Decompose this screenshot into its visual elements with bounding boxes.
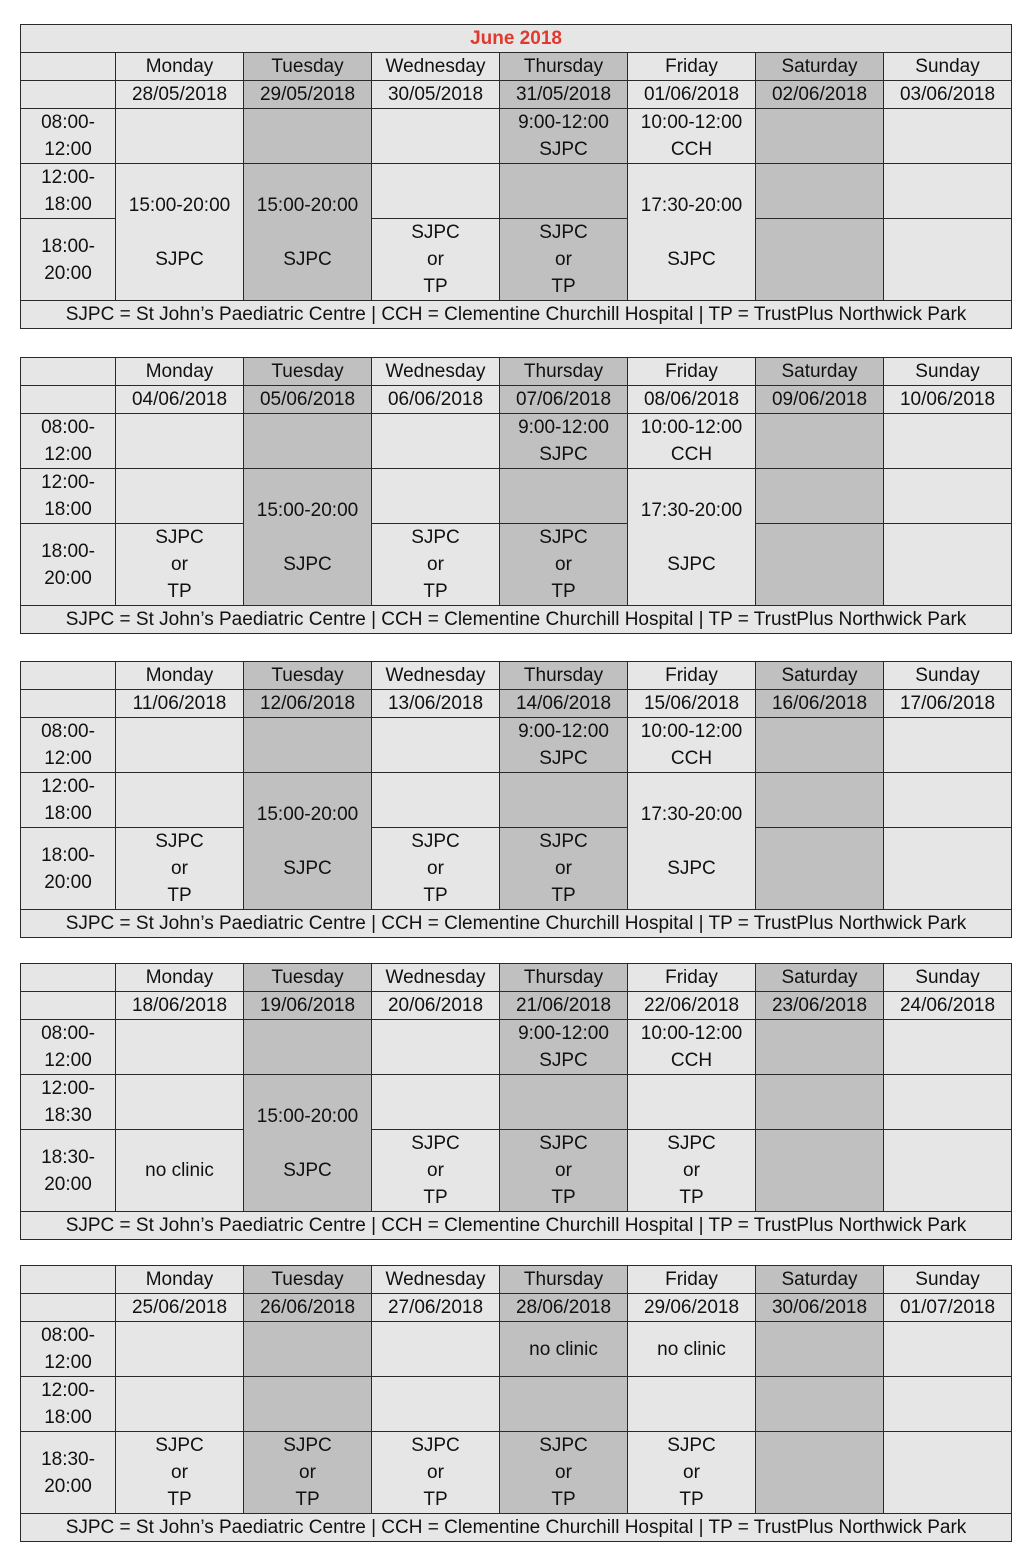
date-cell: 23/06/2018 [756,992,884,1020]
schedule-cell [116,1322,244,1377]
time-row [21,164,1012,219]
week-table-1 [20,24,1012,329]
schedule-cell [884,219,1012,301]
schedule-cell: SJPC or TP [500,1432,628,1514]
schedule-cell [756,414,884,469]
time-slot-label: 12:00- 18:00 [21,1377,116,1432]
schedule-cell: 10:00-12:00 CCH [628,414,756,469]
schedule-cell [244,414,372,469]
legend-row [21,1514,1012,1542]
date-cell: 11/06/2018 [116,690,244,718]
corner-cell [21,1266,116,1294]
time-slot-label: 18:00- 20:00 [21,828,116,910]
schedule-cell: 10:00-12:00 CCH [628,1020,756,1075]
day-name-thu: Thursday [500,53,628,81]
schedule-cell [884,414,1012,469]
schedule-cell [756,524,884,606]
day-name-mon: Monday [116,358,244,386]
schedule-cell: SJPC or TP [372,1130,500,1212]
schedule-cell [756,1432,884,1514]
date-cell: 29/05/2018 [244,81,372,109]
date-cell: 24/06/2018 [884,992,1012,1020]
schedule-cell [372,1322,500,1377]
date-cell: 27/06/2018 [372,1294,500,1322]
day-name-sun: Sunday [884,1266,1012,1294]
time-slot-label: 08:00- 12:00 [21,1020,116,1075]
week-table-3 [20,661,1012,938]
time-row [21,524,1012,606]
schedule-cell [244,1377,372,1432]
schedule-cell: no clinic [116,1130,244,1212]
day-name-mon: Monday [116,53,244,81]
day-name-sun: Sunday [884,358,1012,386]
schedule-cell: SJPC or TP [372,524,500,606]
time-slot-label: 12:00- 18:00 [21,164,116,219]
schedule-cell: 9:00-12:00 SJPC [500,109,628,164]
date-cell: 14/06/2018 [500,690,628,718]
legend-text: SJPC = St John’s Paediatric Centre | CCH = Clementine Churchill Hospital | TP = TrustPlus Northwick Park [21,1514,1012,1542]
schedule-cell: 17:30-20:00 SJPC [628,469,756,606]
time-slot-label: 08:00- 12:00 [21,718,116,773]
date-row [21,81,1012,109]
date-cell: 18/06/2018 [116,992,244,1020]
date-cell: 17/06/2018 [884,690,1012,718]
day-name-thu: Thursday [500,964,628,992]
schedule-cell: SJPC or TP [500,219,628,301]
date-cell: 12/06/2018 [244,690,372,718]
day-name-tue: Tuesday [244,53,372,81]
time-slot-label: 18:30- 20:00 [21,1130,116,1212]
date-cell: 13/06/2018 [372,690,500,718]
corner-cell [21,81,116,109]
month-title: June 2018 [21,25,1012,53]
time-row [21,1377,1012,1432]
time-row [21,1020,1012,1075]
schedule-cell [372,469,500,524]
legend-row [21,301,1012,329]
schedule-cell: 15:00-20:00 SJPC [244,469,372,606]
date-cell: 25/06/2018 [116,1294,244,1322]
time-slot-label: 18:00- 20:00 [21,524,116,606]
day-name-thu: Thursday [500,662,628,690]
time-row [21,1432,1012,1514]
time-row [21,1322,1012,1377]
date-row [21,690,1012,718]
day-name-thu: Thursday [500,358,628,386]
schedule-cell [116,469,244,524]
day-name-fri: Friday [628,662,756,690]
schedule-cell: 15:00-20:00 SJPC [116,164,244,301]
day-name-tue: Tuesday [244,964,372,992]
schedule-cell [884,469,1012,524]
schedule-cell [116,1020,244,1075]
schedule-cell: 17:30-20:00 SJPC [628,773,756,910]
date-cell: 02/06/2018 [756,81,884,109]
schedule-cell [884,1432,1012,1514]
schedule-cell [756,773,884,828]
schedule-cell: 17:30-20:00 SJPC [628,164,756,301]
time-slot-label: 12:00- 18:00 [21,469,116,524]
date-cell: 03/06/2018 [884,81,1012,109]
schedule-cell [756,219,884,301]
day-header-row [21,1266,1012,1294]
corner-cell [21,690,116,718]
schedule-cell [372,773,500,828]
schedule-cell [116,1075,244,1130]
date-cell: 05/06/2018 [244,386,372,414]
time-row [21,828,1012,910]
legend-text: SJPC = St John’s Paediatric Centre | CCH = Clementine Churchill Hospital | TP = TrustPlus Northwick Park [21,910,1012,938]
date-cell: 06/06/2018 [372,386,500,414]
schedule-cell [372,718,500,773]
schedule-cell [372,1020,500,1075]
time-row [21,414,1012,469]
date-cell: 31/05/2018 [500,81,628,109]
schedule-cell: SJPC or TP [116,524,244,606]
date-row [21,386,1012,414]
schedule-cell [884,524,1012,606]
corner-cell [21,992,116,1020]
week-table-4 [20,963,1012,1240]
day-name-sun: Sunday [884,964,1012,992]
schedule-cell [756,718,884,773]
schedule-cell [884,109,1012,164]
schedule-cell [500,164,628,219]
schedule-cell [244,1020,372,1075]
schedule-cell [756,469,884,524]
schedule-cell [756,1075,884,1130]
time-row [21,109,1012,164]
legend-row [21,1212,1012,1240]
schedule-cell [372,109,500,164]
schedule-cell: SJPC or TP [372,828,500,910]
time-slot-label: 12:00- 18:00 [21,773,116,828]
day-name-tue: Tuesday [244,358,372,386]
day-name-sat: Saturday [756,1266,884,1294]
corner-cell [21,386,116,414]
date-cell: 08/06/2018 [628,386,756,414]
schedule-cell [244,109,372,164]
day-name-fri: Friday [628,53,756,81]
date-row [21,1294,1012,1322]
schedule-cell: SJPC or TP [628,1130,756,1212]
schedule-cell: SJPC or TP [116,828,244,910]
day-header-row [21,358,1012,386]
day-name-mon: Monday [116,1266,244,1294]
date-cell: 04/06/2018 [116,386,244,414]
schedule-cell: 9:00-12:00 SJPC [500,414,628,469]
schedule-cell [116,718,244,773]
day-name-mon: Monday [116,964,244,992]
schedule-cell [756,828,884,910]
schedule-cell: SJPC or TP [244,1432,372,1514]
date-cell: 22/06/2018 [628,992,756,1020]
day-header-row [21,964,1012,992]
date-cell: 16/06/2018 [756,690,884,718]
date-cell: 07/06/2018 [500,386,628,414]
time-row [21,773,1012,828]
corner-cell [21,964,116,992]
schedule-cell [756,1322,884,1377]
schedule-cell: SJPC or TP [372,219,500,301]
date-cell: 09/06/2018 [756,386,884,414]
day-name-wed: Wednesday [372,53,500,81]
schedule-cell: 10:00-12:00 CCH [628,109,756,164]
schedule-cell [756,164,884,219]
day-name-wed: Wednesday [372,1266,500,1294]
schedule-cell [884,1130,1012,1212]
day-name-tue: Tuesday [244,662,372,690]
schedule-cell [244,1322,372,1377]
day-name-tue: Tuesday [244,1266,372,1294]
schedule-cell [500,773,628,828]
schedule-cell [756,1130,884,1212]
time-slot-label: 18:00- 20:00 [21,219,116,301]
day-name-fri: Friday [628,1266,756,1294]
schedule-cell: 9:00-12:00 SJPC [500,1020,628,1075]
time-slot-label: 18:30- 20:00 [21,1432,116,1514]
schedule-cell: SJPC or TP [500,828,628,910]
schedule-cell [244,718,372,773]
week-table-2 [20,357,1012,634]
week-table-5 [20,1265,1012,1542]
time-row [21,1075,1012,1130]
schedule-cell [884,773,1012,828]
day-name-wed: Wednesday [372,662,500,690]
day-name-sun: Sunday [884,53,1012,81]
legend-row [21,606,1012,634]
day-name-sat: Saturday [756,964,884,992]
legend-text: SJPC = St John’s Paediatric Centre | CCH = Clementine Churchill Hospital | TP = TrustPlus Northwick Park [21,1212,1012,1240]
schedule-cell: SJPC or TP [500,1130,628,1212]
schedule-cell: no clinic [628,1322,756,1377]
schedule-cell [628,1075,756,1130]
corner-cell [21,358,116,386]
date-cell: 15/06/2018 [628,690,756,718]
time-row [21,1130,1012,1212]
schedule-cell [884,1322,1012,1377]
schedule-cell [500,1377,628,1432]
day-name-sat: Saturday [756,53,884,81]
schedule-cell [756,1020,884,1075]
schedule-cell: 15:00-20:00 SJPC [244,164,372,301]
title-row [21,25,1012,53]
date-cell: 20/06/2018 [372,992,500,1020]
date-cell: 01/06/2018 [628,81,756,109]
date-cell: 21/06/2018 [500,992,628,1020]
schedule-cell: SJPC or TP [500,524,628,606]
legend-text: SJPC = St John’s Paediatric Centre | CCH = Clementine Churchill Hospital | TP = TrustPlus Northwick Park [21,606,1012,634]
time-row [21,469,1012,524]
date-cell: 19/06/2018 [244,992,372,1020]
date-cell: 29/06/2018 [628,1294,756,1322]
schedule-cell [116,773,244,828]
date-row [21,992,1012,1020]
schedule-cell [372,1075,500,1130]
date-cell: 28/05/2018 [116,81,244,109]
schedule-cell [372,414,500,469]
time-slot-label: 08:00- 12:00 [21,414,116,469]
date-cell: 30/05/2018 [372,81,500,109]
time-slot-label: 08:00- 12:00 [21,109,116,164]
corner-cell [21,1294,116,1322]
date-cell: 01/07/2018 [884,1294,1012,1322]
date-cell: 10/06/2018 [884,386,1012,414]
schedule-cell [884,1377,1012,1432]
day-name-fri: Friday [628,358,756,386]
day-name-mon: Monday [116,662,244,690]
schedule-cell [628,1377,756,1432]
day-name-thu: Thursday [500,1266,628,1294]
day-name-sun: Sunday [884,662,1012,690]
schedule-cell: 15:00-20:00 SJPC [244,773,372,910]
time-slot-label: 12:00- 18:30 [21,1075,116,1130]
schedule-cell: 10:00-12:00 CCH [628,718,756,773]
schedule-cell [756,1377,884,1432]
date-cell: 28/06/2018 [500,1294,628,1322]
day-name-fri: Friday [628,964,756,992]
corner-cell [21,53,116,81]
day-header-row [21,53,1012,81]
date-cell: 26/06/2018 [244,1294,372,1322]
schedule-cell [372,1377,500,1432]
corner-cell [21,662,116,690]
schedule-cell [884,718,1012,773]
schedule-cell [116,414,244,469]
time-slot-label: 08:00- 12:00 [21,1322,116,1377]
legend-row [21,910,1012,938]
date-cell: 30/06/2018 [756,1294,884,1322]
legend-text: SJPC = St John’s Paediatric Centre | CCH = Clementine Churchill Hospital | TP = TrustPlus Northwick Park [21,301,1012,329]
day-name-sat: Saturday [756,662,884,690]
schedule-cell [116,1377,244,1432]
schedule-cell: no clinic [500,1322,628,1377]
schedule-cell [500,1075,628,1130]
day-name-sat: Saturday [756,358,884,386]
schedule-cell [884,1075,1012,1130]
schedule-cell [884,164,1012,219]
schedule-cell [500,469,628,524]
day-name-wed: Wednesday [372,964,500,992]
schedule-cell [884,1020,1012,1075]
time-row [21,718,1012,773]
schedule-cell [756,109,884,164]
schedule-cell: SJPC or TP [372,1432,500,1514]
day-header-row [21,662,1012,690]
day-name-wed: Wednesday [372,358,500,386]
schedule-cell [884,828,1012,910]
schedule-cell: SJPC or TP [628,1432,756,1514]
schedule-cell [372,164,500,219]
schedule-cell: 15:00-20:00 SJPC [244,1075,372,1212]
schedule-cell: 9:00-12:00 SJPC [500,718,628,773]
schedule-cell: SJPC or TP [116,1432,244,1514]
schedule-cell [116,109,244,164]
